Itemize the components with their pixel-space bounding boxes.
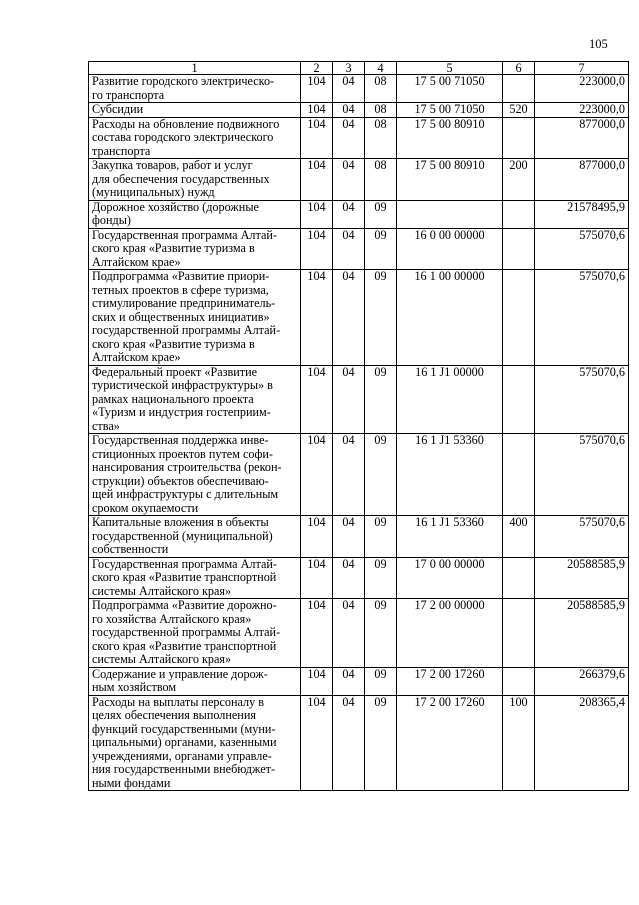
table-row	[89, 200, 629, 228]
row-col-4: 08	[365, 159, 397, 201]
row-col-6: 100	[503, 695, 535, 791]
row-col-3: 04	[333, 599, 365, 668]
row-name: Закупка товаров, работ и услуг для обеспечения государственных (муниципальных) нужд	[89, 159, 301, 201]
header-cell: 4	[365, 62, 397, 75]
row-col-4: 08	[365, 117, 397, 159]
row-col-2: 104	[301, 103, 333, 118]
header-cell: 5	[397, 62, 503, 75]
row-col-4: 08	[365, 75, 397, 103]
row-col-2: 104	[301, 75, 333, 103]
row-col-7: 575070,6	[535, 365, 629, 434]
row-col-3: 04	[333, 667, 365, 695]
row-col-7: 575070,6	[535, 228, 629, 270]
row-col-3: 04	[333, 103, 365, 118]
row-col-7: 223000,0	[535, 75, 629, 103]
table-row	[89, 599, 629, 668]
row-col-2: 104	[301, 516, 333, 558]
row-name: Содержание и управление дорож- ным хозяйством	[89, 667, 301, 695]
table-row	[89, 159, 629, 201]
row-col-7: 266379,6	[535, 667, 629, 695]
row-col-5: 17 2 00 00000	[397, 599, 503, 668]
row-col-3: 04	[333, 117, 365, 159]
row-name: Государственная программа Алтай- ского края «Развитие транспортной системы Алтайского края»	[89, 557, 301, 599]
row-col-6	[503, 117, 535, 159]
row-col-2: 104	[301, 117, 333, 159]
row-col-6	[503, 200, 535, 228]
row-col-7: 20588585,9	[535, 599, 629, 668]
row-col-4: 09	[365, 557, 397, 599]
row-col-7: 208365,4	[535, 695, 629, 791]
row-col-5: 17 2 00 17260	[397, 695, 503, 791]
row-col-5: 17 5 00 71050	[397, 103, 503, 118]
row-col-2: 104	[301, 667, 333, 695]
row-col-7: 223000,0	[535, 103, 629, 118]
row-col-5: 16 1 J1 00000	[397, 365, 503, 434]
row-col-3: 04	[333, 75, 365, 103]
row-col-2: 104	[301, 365, 333, 434]
row-col-5: 16 1 00 00000	[397, 270, 503, 366]
row-col-3: 04	[333, 228, 365, 270]
header-row	[89, 62, 629, 75]
table-row	[89, 270, 629, 366]
row-col-5: 16 1 J1 53360	[397, 434, 503, 516]
row-name: Развитие городского электрическо- го транспорта	[89, 75, 301, 103]
row-col-5: 17 2 00 17260	[397, 667, 503, 695]
row-col-2: 104	[301, 270, 333, 366]
row-col-2: 104	[301, 200, 333, 228]
row-col-6	[503, 599, 535, 668]
row-col-3: 04	[333, 200, 365, 228]
row-name: Федеральный проект «Развитие туристической инфраструктуры» в рамках национального проекта «Туризм и индустрия гостеприим- ства»	[89, 365, 301, 434]
row-col-7: 575070,6	[535, 434, 629, 516]
row-col-4: 09	[365, 667, 397, 695]
row-col-6	[503, 270, 535, 366]
row-col-5: 16 1 J1 53360	[397, 516, 503, 558]
header-cell: 3	[333, 62, 365, 75]
table-row	[89, 557, 629, 599]
row-col-3: 04	[333, 557, 365, 599]
row-col-4: 09	[365, 434, 397, 516]
row-col-6: 200	[503, 159, 535, 201]
row-col-6	[503, 434, 535, 516]
row-col-3: 04	[333, 365, 365, 434]
table-row	[89, 516, 629, 558]
row-col-2: 104	[301, 434, 333, 516]
row-col-6	[503, 667, 535, 695]
row-name: Подпрограмма «Развитие приори- тетных проектов в сфере туризма, стимулирование предприниматель- ских и общественных инициатив» государственной программы Алтай- ского края «Развитие туризма в Алтайском крае»	[89, 270, 301, 366]
page-number: 105	[589, 37, 608, 51]
row-name: Субсидии	[89, 103, 301, 118]
row-col-6	[503, 75, 535, 103]
row-col-4: 09	[365, 200, 397, 228]
row-col-2: 104	[301, 228, 333, 270]
row-col-5	[397, 200, 503, 228]
row-col-4: 09	[365, 695, 397, 791]
row-col-2: 104	[301, 695, 333, 791]
row-name: Расходы на обновление подвижного состава городского электрического транспорта	[89, 117, 301, 159]
header-cell: 7	[535, 62, 629, 75]
table-row	[89, 75, 629, 103]
row-col-2: 104	[301, 599, 333, 668]
row-col-6	[503, 557, 535, 599]
row-col-5: 17 5 00 80910	[397, 117, 503, 159]
row-col-3: 04	[333, 695, 365, 791]
table-row	[89, 695, 629, 791]
row-col-5: 16 0 00 00000	[397, 228, 503, 270]
row-col-6	[503, 365, 535, 434]
row-col-7: 877000,0	[535, 159, 629, 201]
row-col-4: 09	[365, 516, 397, 558]
header-cell: 1	[89, 62, 301, 75]
row-name: Расходы на выплаты персоналу в целях обеспечения выполнения функций государственными (муни- ципальными) органами, казенными учреждениями, органами управле- ния государственными внебюджет- ными фондами	[89, 695, 301, 791]
row-col-7: 21578495,9	[535, 200, 629, 228]
table-row	[89, 365, 629, 434]
row-name: Капитальные вложения в объекты государственной (муниципальной) собственности	[89, 516, 301, 558]
row-col-3: 04	[333, 159, 365, 201]
row-col-2: 104	[301, 159, 333, 201]
header-cell: 2	[301, 62, 333, 75]
row-col-3: 04	[333, 434, 365, 516]
row-col-6	[503, 228, 535, 270]
row-col-4: 09	[365, 365, 397, 434]
row-col-4: 09	[365, 228, 397, 270]
table-row	[89, 117, 629, 159]
row-col-5: 17 0 00 00000	[397, 557, 503, 599]
row-name: Государственная поддержка инве- стиционных проектов путем софи- нансирования строительства (рекон- струкции) объектов обеспечиваю- щей инфраструктуры с длительным сроком окупаемости	[89, 434, 301, 516]
row-col-4: 09	[365, 270, 397, 366]
row-col-7: 575070,6	[535, 270, 629, 366]
table-row	[89, 103, 629, 118]
table-row	[89, 228, 629, 270]
row-col-4: 09	[365, 599, 397, 668]
row-col-6: 400	[503, 516, 535, 558]
row-col-6: 520	[503, 103, 535, 118]
row-col-2: 104	[301, 557, 333, 599]
row-name: Дорожное хозяйство (дорожные фонды)	[89, 200, 301, 228]
row-name: Государственная программа Алтай- ского края «Развитие туризма в Алтайском крае»	[89, 228, 301, 270]
row-col-3: 04	[333, 270, 365, 366]
budget-table	[88, 61, 629, 791]
row-col-5: 17 5 00 80910	[397, 159, 503, 201]
row-col-7: 575070,6	[535, 516, 629, 558]
table-body	[89, 75, 629, 791]
table-row	[89, 667, 629, 695]
row-col-5: 17 5 00 71050	[397, 75, 503, 103]
header-cell: 6	[503, 62, 535, 75]
row-col-3: 04	[333, 516, 365, 558]
row-col-7: 20588585,9	[535, 557, 629, 599]
row-col-7: 877000,0	[535, 117, 629, 159]
table-row	[89, 434, 629, 516]
row-name: Подпрограмма «Развитие дорожно- го хозяйства Алтайского края» государственной программы Алтай- ского края «Развитие транспортной системы Алтайского края»	[89, 599, 301, 668]
row-col-4: 08	[365, 103, 397, 118]
